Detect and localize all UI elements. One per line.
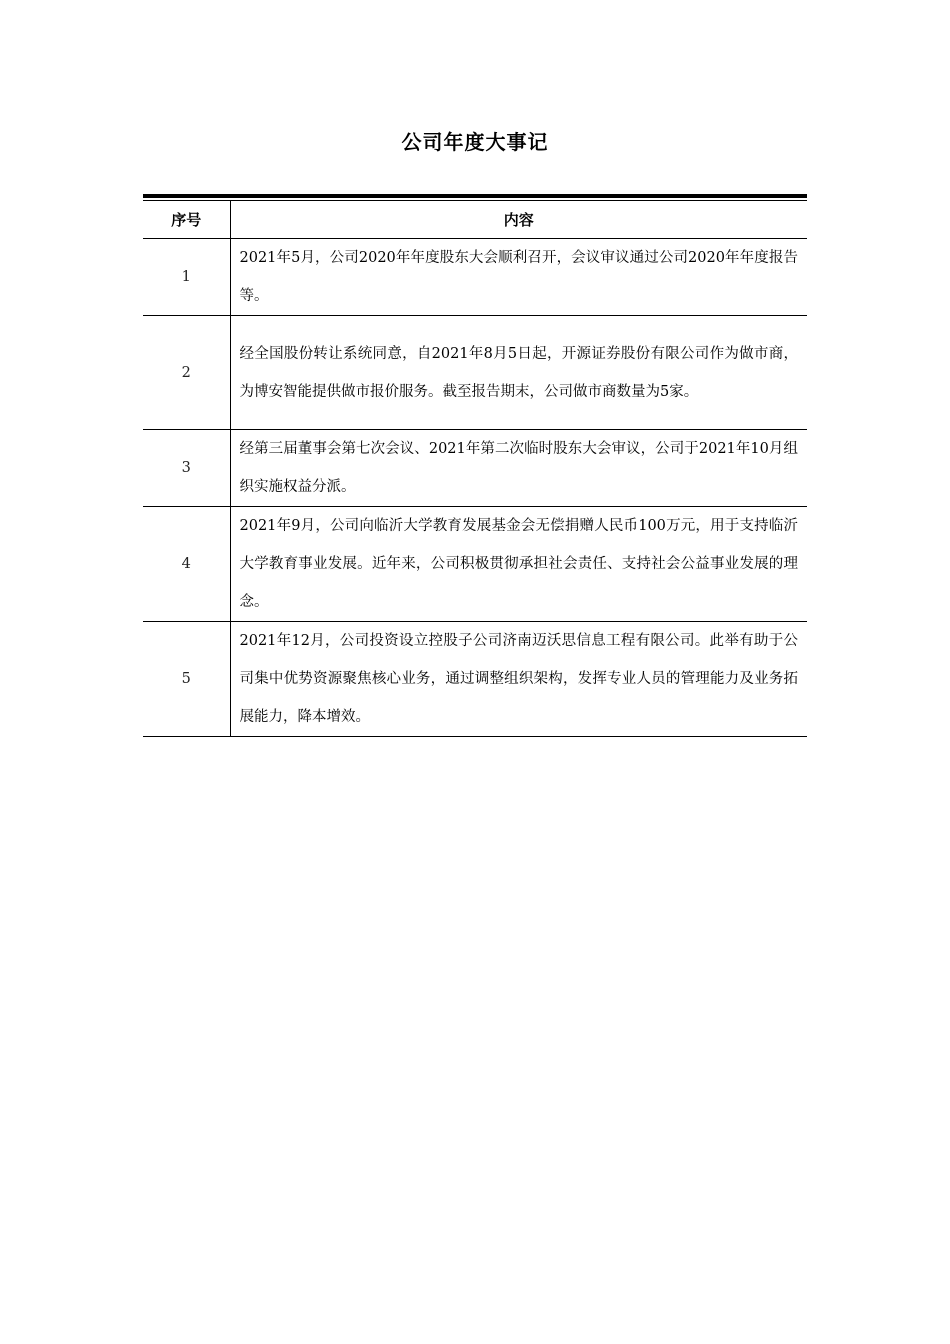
row-content: 2021年5月，公司2020年年度股东大会顺利召开，会议审议通过公司2020年年度报告等。 — [230, 239, 807, 316]
row-index: 5 — [143, 622, 230, 737]
events-table — [143, 194, 807, 737]
row-content: 2021年12月，公司投资设立控股子公司济南迈沃思信息工程有限公司。此举有助于公司集中优势资源聚焦核心业务，通过调整组织架构，发挥专业人员的管理能力及业务拓展能力，降本增效。 — [230, 622, 807, 737]
table-row — [143, 239, 807, 316]
row-index: 3 — [143, 430, 230, 507]
row-index: 4 — [143, 507, 230, 622]
table-row — [143, 622, 807, 737]
header-content: 内容 — [230, 201, 807, 239]
events-grid — [143, 201, 807, 737]
header-index: 序号 — [143, 201, 230, 239]
row-index: 1 — [143, 239, 230, 316]
row-content: 经第三届董事会第七次会议、2021年第二次临时股东大会审议，公司于2021年10月组织实施权益分派。 — [230, 430, 807, 507]
table-header-row — [143, 201, 807, 239]
row-index: 2 — [143, 316, 230, 430]
table-row — [143, 316, 807, 430]
page-title: 公司年度大事记 — [401, 130, 549, 154]
row-content: 2021年9月，公司向临沂大学教育发展基金会无偿捐赠人民币100万元，用于支持临沂大学教育事业发展。近年来，公司积极贯彻承担社会责任、支持社会公益事业发展的理念。 — [230, 507, 807, 622]
table-row — [143, 430, 807, 507]
table-row — [143, 507, 807, 622]
row-content: 经全国股份转让系统同意，自2021年8月5日起，开源证券股份有限公司作为做市商，为博安智能提供做市报价服务。截至报告期末，公司做市商数量为5家。 — [230, 316, 807, 430]
